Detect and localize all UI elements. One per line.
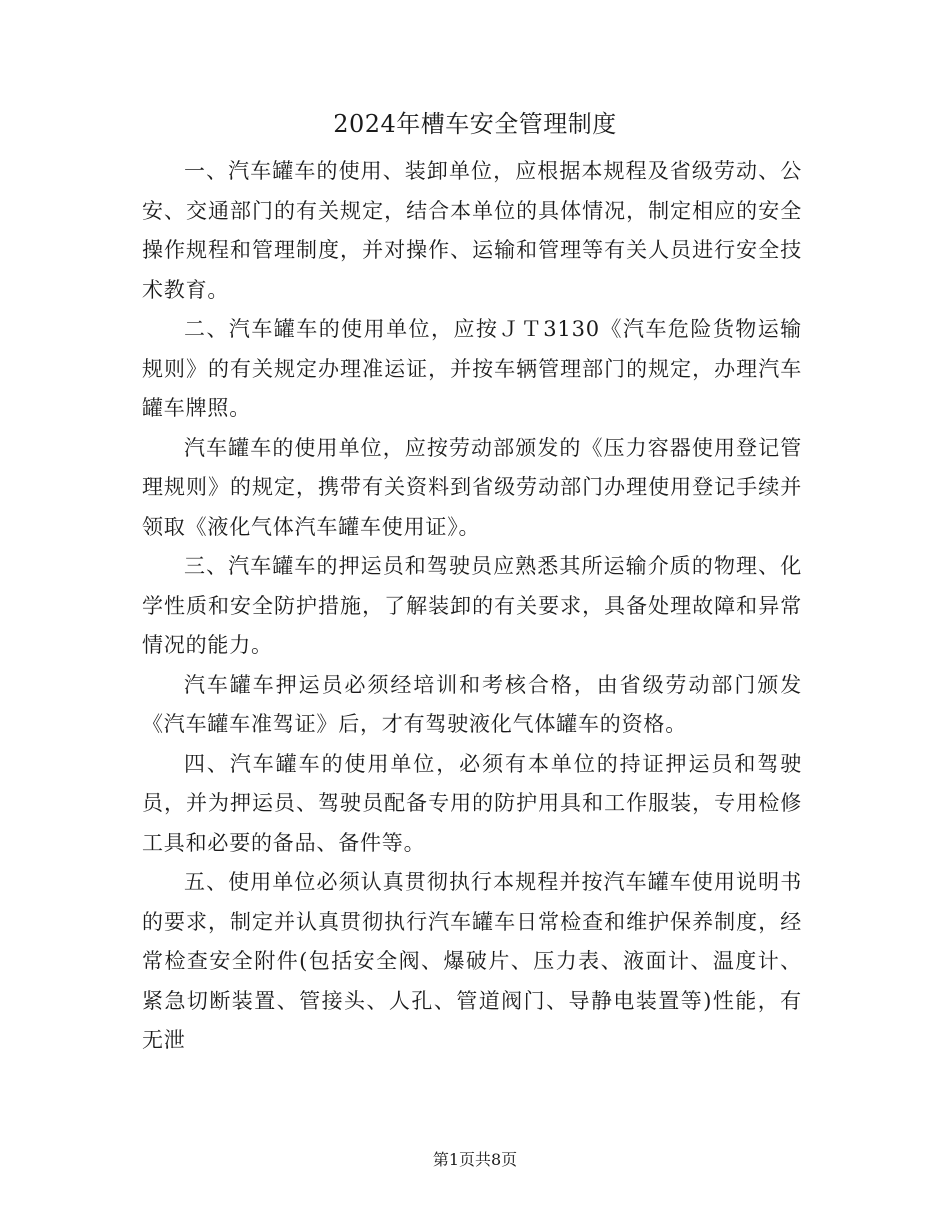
paragraph-3: 汽车罐车的使用单位，应按劳动部颁发的《压力容器使用登记管理规则》的规定，携带有关资料到省级劳动部门办理使用登记手续并领取《液化气体汽车罐车使用证》。 (142, 435, 802, 539)
paragraph-4: 三、汽车罐车的押运员和驾驶员应熟悉其所运输介质的物理、化学性质和安全防护措施，了解装卸的有关要求，具备处理故障和异常情况的能力。 (142, 554, 802, 657)
paragraph-7: 五、使用单位必须认真贯彻执行本规程并按汽车罐车使用说明书的要求，制定并认真贯彻执行汽车罐车日常检查和维护保养制度，经常检查安全附件(包括安全阀、爆破片、压力表、液面计、温度计、紧急切断装置、管接头、人孔、管道阀门、导静电装置等)性能，有无泄 (142, 870, 802, 1052)
page-number-footer: 第1页共8页 (432, 1150, 518, 1169)
paragraph-2: 二、汽车罐车的使用单位，应按ＪＴ3130《汽车危险货物运输规则》的有关规定办理准运证，并按车辆管理部门的规定，办理汽车罐车牌照。 (142, 317, 802, 420)
document-body (142, 152, 802, 1061)
paragraph-6: 四、汽车罐车的使用单位，必须有本单位的持证押运员和驾驶员，并为押运员、驾驶员配备专用的防护用具和工作服装，专用检修工具和必要的备品、备件等。 (142, 751, 802, 855)
document-title: 2024年槽车安全管理制度 (333, 110, 617, 138)
paragraph-1: 一、汽车罐车的使用、装卸单位，应根据本规程及省级劳动、公安、交通部门的有关规定，结合本单位的具体情况，制定相应的安全操作规程和管理制度，并对操作、运输和管理等有关人员进行安全技术教育。 (142, 159, 802, 302)
paragraph-5: 汽车罐车押运员必须经培训和考核合格，由省级劳动部门颁发《汽车罐车准驾证》后，才有驾驶液化气体罐车的资格。 (142, 672, 802, 736)
